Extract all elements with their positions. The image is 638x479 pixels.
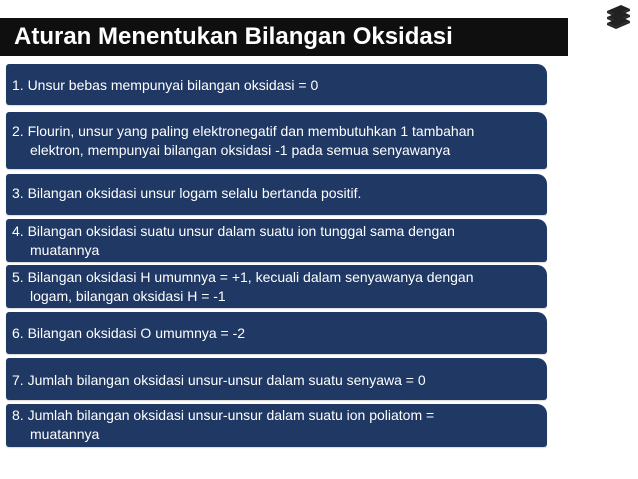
page-title: Aturan Menentukan Bilangan Oksidasi <box>14 23 453 50</box>
rule-line: 3. Bilangan oksidasi unsur logam selalu bertanda positif. <box>12 185 362 201</box>
rule-line-continued: elektron, mempunyai bilangan oksidasi -1 pada semua senyawanya <box>30 142 451 158</box>
rule-line: 5. Bilangan oksidasi H umumnya = +1, kecuali dalam senyawanya dengan <box>12 269 474 285</box>
rule-line: 1. Unsur bebas mempunyai bilangan oksidasi = 0 <box>12 77 319 93</box>
rule-box-3 <box>6 174 547 215</box>
rule-box-6 <box>6 312 547 354</box>
title-bar <box>0 18 568 56</box>
rule-line: 4. Bilangan oksidasi suatu unsur dalam suatu ion tunggal sama dengan <box>12 223 455 239</box>
stacked-books-logo-icon <box>603 2 633 32</box>
rule-line: 6. Bilangan oksidasi O umumnya = -2 <box>12 325 246 341</box>
rule-text-5 <box>12 268 539 306</box>
rule-box-8 <box>6 404 547 447</box>
rule-line-continued: logam, bilangan oksidasi H = -1 <box>30 288 226 304</box>
rule-line: 2. Flourin, unsur yang paling elektronegatif dan membutuhkan 1 tambahan <box>12 123 475 139</box>
rule-box-7 <box>6 358 547 400</box>
rule-line: 7. Jumlah bilangan oksidasi unsur-unsur dalam suatu senyawa = 0 <box>12 372 426 388</box>
rule-text-2 <box>12 122 539 160</box>
rule-text-7 <box>12 371 539 390</box>
rule-text-1 <box>12 76 539 95</box>
rule-line-continued: muatannya <box>30 426 100 442</box>
rule-text-6 <box>12 324 539 343</box>
rule-box-2 <box>6 112 547 169</box>
rule-box-5 <box>6 265 547 308</box>
rule-text-4 <box>12 222 539 260</box>
rule-text-8 <box>12 406 539 444</box>
rule-line: 8. Jumlah bilangan oksidasi unsur-unsur dalam suatu ion poliatom = <box>12 407 435 423</box>
rule-box-4 <box>6 219 547 262</box>
rule-box-1 <box>6 64 547 105</box>
rule-line-continued: muatannya <box>30 242 100 258</box>
rule-text-3 <box>12 184 539 203</box>
